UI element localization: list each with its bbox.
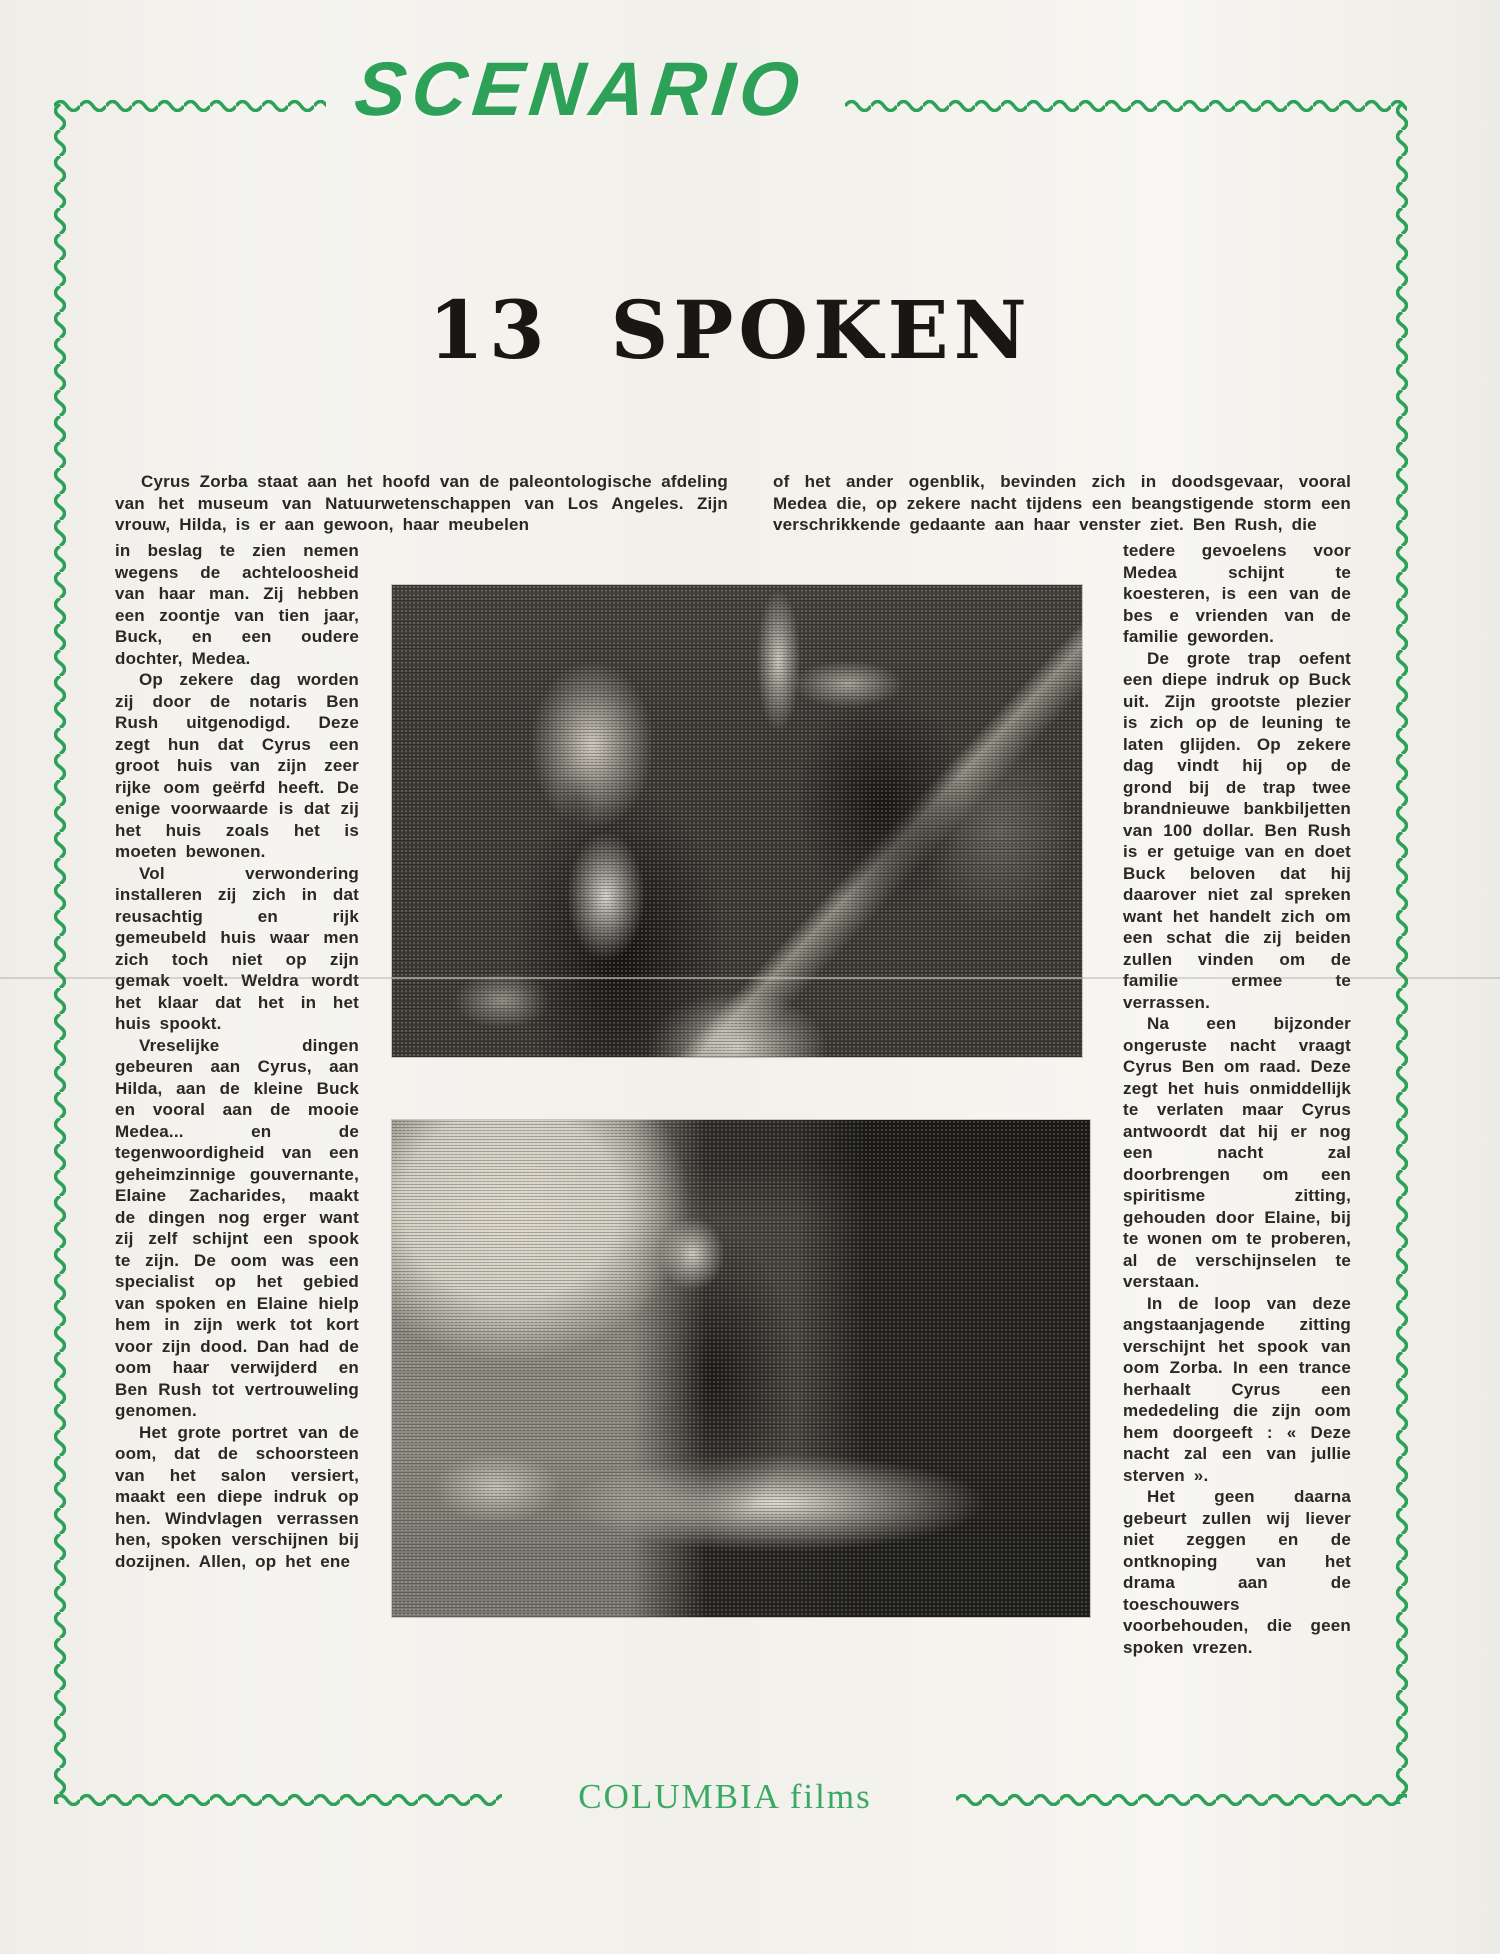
- border-right-wave: [1396, 104, 1408, 1804]
- paragraph: In de loop van deze angstaanjagende zitting verschijnt het spook van oom Zorba. In een trance herhaalt Cyrus een mededeling die zijn oom hem doorgeeft : « Deze nacht zal een van jullie sterven ».: [1123, 1293, 1351, 1485]
- border-bottom-right-wave: [956, 1794, 1407, 1806]
- paragraph: Op zekere dag worden zij door de notaris Ben Rush uitgenodigd. Deze zegt hun dat Cyrus een groot huis van zijn zeer rijke oom geërfd heeft. De enige voorwaarde is dat zij het huis zoals het is moeten bewonen.: [115, 670, 359, 861]
- border-top-left-wave: [54, 100, 326, 112]
- paragraph: Vol verwondering installeren zij zich in dat reusachtig en rijk gemeubeld huis waar men zich toch niet op zijn gemak voelt. Weldra wordt het klaar dat het in het huis spookt.: [115, 863, 359, 1033]
- left-text-column: [115, 540, 359, 1572]
- halftone-texture: [392, 1120, 1090, 1617]
- border-top-right-wave: [845, 100, 1407, 112]
- page-header-scenario: SCENARIO: [351, 47, 810, 132]
- intro-paragraph-left: Cyrus Zorba staat aan het hoofd van de paleontologische afdeling van het museum van Natuurwetenschappen van Los Angeles. Zijn vrouw, Hilda, is er aan gewoon, haar meubelen: [115, 472, 728, 534]
- paragraph: Het grote portret van de oom, dat de schoorsteen van het salon versiert, maakt een diepe indruk op hen. Windvlagen verrassen hen, spoken verschijnen bij dozijnen. Allen, op het ene: [115, 1422, 359, 1571]
- paragraph: Na een bijzonder ongeruste nacht vraagt Cyrus Ben om raad. Deze zegt het huis onmiddellijk te verlaten maar Cyrus antwoordt dat hij er nog een nacht zal doorbrengen om een spiritisme zitting, gehouden door Elaine, bij te wonen om te proberen, al de verschijnselen te verstaan.: [1123, 1014, 1351, 1291]
- paragraph: in beslag te zien nemen wegens de achteloosheid van haar man. Zij hebben een zoontje van tien jaar, Buck, en een oudere dochter, Medea.: [115, 541, 359, 668]
- border-left-wave: [54, 104, 66, 1804]
- studio-footer: COLUMBIA films: [578, 1777, 872, 1816]
- paragraph: Vreselijke dingen gebeuren aan Cyrus, aan Hilda, aan de kleine Buck en vooral aan de mooie Medea... en de tegenwoordigheid van een geheimzinnige gouvernante, Elaine Zacharides, maakt de dingen nog erger want zij zelf schijnt een spook te zijn. De oom was een specialist op het gebied van spoken en Elaine hielp hem in zijn werk tot kort voor zijn dood. Dan had de oom haar verwijderd en Ben Rush tot vertrouweling genomen.: [115, 1035, 359, 1420]
- paper-fold-crease: [0, 977, 1500, 979]
- film-still-scream-scene: [392, 585, 1082, 1057]
- intro-paragraph-right: of het ander ogenblik, bevinden zich in doodsgevaar, vooral Medea die, op zekere nacht tijdens een beangstigende storm een verschrikkende gedaante aan haar venster ziet. Ben Rush, die: [773, 472, 1351, 534]
- film-still-bedroom-scene: [392, 1120, 1090, 1617]
- halftone-texture: [392, 585, 1082, 1057]
- right-text-column: [1123, 540, 1351, 1658]
- film-title: 13 SPOKEN: [428, 283, 1032, 377]
- paragraph: tedere gevoelens voor Medea schijnt te koesteren, is een van de bes e vrienden van de familie geworden.: [1123, 541, 1351, 646]
- paragraph: De grote trap oefent een diepe indruk op Buck uit. Zijn grootste plezier is zich op de leuning te laten glijden. Op zekere dag vindt hij op de grond bij de trap twee brandnieuwe bankbiljetten van 100 dollar. Ben Rush is er getuige van en doet Buck beloven dat hij daarover niet zal spreken want het handelt zich om een schat die zij beiden zullen vinden om de familie ermee te verrassen.: [1123, 648, 1351, 1012]
- border-bottom-left-wave: [54, 1794, 502, 1806]
- paragraph: Het geen daarna gebeurt zullen wij liever niet zeggen en de ontknoping van het drama aan de toeschouwers voorbehouden, die geen spoken vrezen.: [1123, 1487, 1351, 1657]
